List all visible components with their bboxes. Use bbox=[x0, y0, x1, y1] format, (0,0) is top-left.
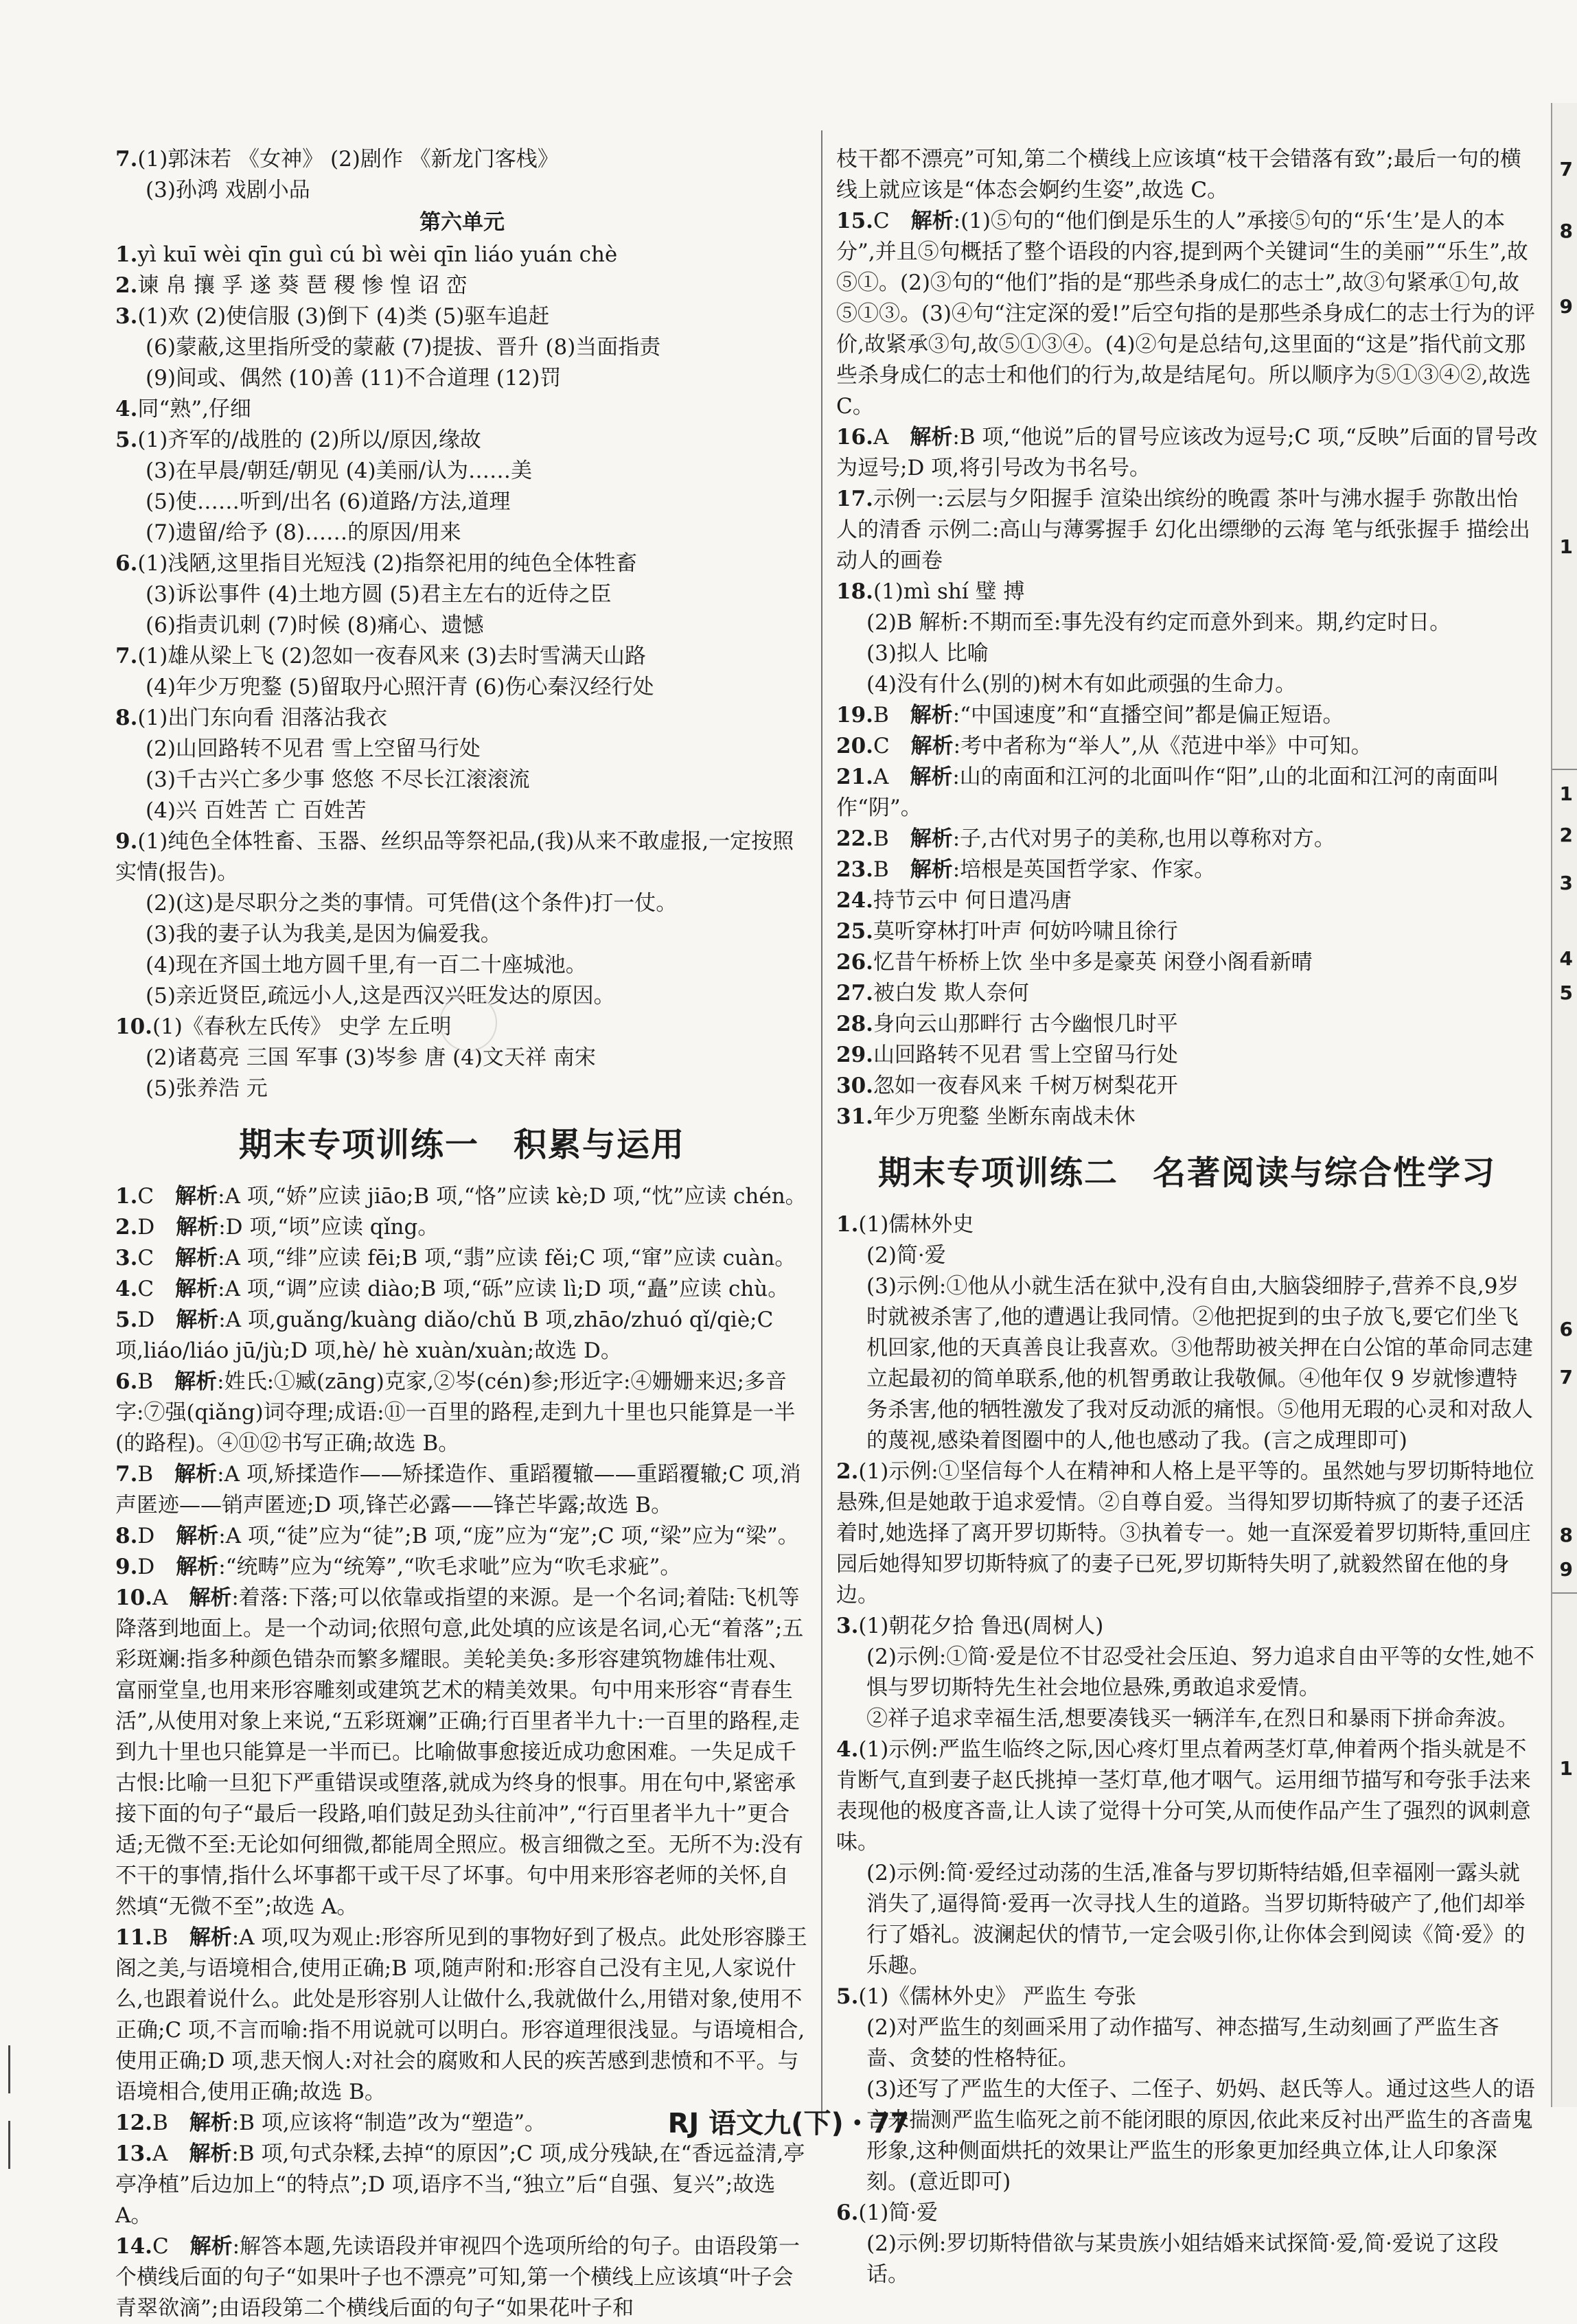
item-text: (3)孙鸿 戏剧小品 bbox=[146, 178, 310, 202]
answer-line bbox=[836, 1209, 1538, 1240]
choice-answer: A bbox=[152, 2141, 168, 2166]
answer-item bbox=[115, 1367, 809, 1459]
answer-line bbox=[115, 456, 809, 487]
choice-answer: C bbox=[137, 1277, 154, 1301]
answer-line bbox=[836, 1271, 1538, 1456]
item-text: yì kuī wèi qīn guì cú bì wèi qīn liáo yuán chè bbox=[137, 242, 618, 267]
answer-line bbox=[836, 2229, 1538, 2290]
answer-item bbox=[115, 1459, 809, 1521]
item-number: 15. bbox=[836, 209, 873, 233]
choice-answer: D bbox=[137, 1308, 155, 1332]
item-text: (1)示例:严监生临终之际,因心疼灯里点着两茎灯草,伸着两个指头就是不肯断气,直到妻子赵氏挑掉一茎灯草,他才咽气。运用细节描写和夸张手法来表现他的极度吝啬,让人读了觉得十分可笑,从而使作品产生了强烈的讽刺意味。 bbox=[836, 1737, 1531, 1855]
item-number: 13. bbox=[115, 2141, 152, 2166]
edge-rule bbox=[1552, 769, 1577, 770]
verse-answer bbox=[836, 1009, 1538, 1040]
item-number: 3. bbox=[115, 1246, 138, 1270]
item-text: ②祥子追求幸福生活,想要凑钱买一辆洋车,在烈日和暴雨下拼命奔波。 bbox=[866, 1706, 1519, 1731]
item-text: (1)雄从梁上飞 (2)忽如一夜春风来 (3)去时雪满天山路 bbox=[137, 644, 646, 669]
analysis-label: 解析 bbox=[189, 1925, 232, 1950]
item-number: 10. bbox=[115, 1585, 152, 1610]
analysis-label: 解析 bbox=[176, 1308, 219, 1332]
answer-line bbox=[115, 579, 809, 610]
answer-line bbox=[115, 425, 809, 456]
item-text: (5)张养浩 元 bbox=[146, 1076, 268, 1101]
choice-answer: C bbox=[137, 1184, 154, 1209]
answer-line bbox=[115, 888, 809, 919]
analysis-label: 解析 bbox=[175, 1277, 218, 1301]
item-number: 14. bbox=[115, 2234, 152, 2259]
edge-number: 3 bbox=[1559, 872, 1573, 894]
edge-number: 2 bbox=[1559, 824, 1573, 846]
edge-number: 4 bbox=[1559, 947, 1573, 970]
item-number: 22. bbox=[836, 826, 873, 851]
answer-line bbox=[836, 1704, 1538, 1734]
analysis-label: 解析 bbox=[174, 1369, 218, 1394]
left-column bbox=[115, 144, 809, 2324]
analysis-label: 解析 bbox=[176, 1555, 219, 1579]
verse-answer bbox=[836, 947, 1538, 978]
answer-line bbox=[115, 919, 809, 950]
item-text: (2)简·爱 bbox=[866, 1243, 946, 1268]
item-text: (1)纯色全体牲畜、玉器、丝织品等祭祀品,(我)从来不敢虚报,一定按照实情(报告)。 bbox=[115, 829, 794, 885]
analysis-text: :A 项,“徒”应为“徒”;B 项,“庞”应为“宠”;C 项,“梁”应为“梁”。 bbox=[218, 1524, 799, 1548]
item-number: 9. bbox=[115, 829, 138, 854]
binding-mark bbox=[8, 2045, 10, 2093]
answer-line bbox=[115, 144, 809, 175]
answer-line bbox=[115, 1073, 809, 1104]
item-text: (2)(这)是尽职分之类的事情。可凭借(这个条件)打一仗。 bbox=[146, 891, 678, 916]
unit6-title: 第六单元 bbox=[419, 210, 505, 235]
item-number: 3. bbox=[115, 304, 138, 329]
answer-item bbox=[836, 824, 1538, 855]
column-divider bbox=[821, 130, 822, 2121]
item-text: (1)简·爱 bbox=[858, 2200, 939, 2225]
item-number: 1. bbox=[115, 242, 138, 267]
analysis-text: :姓氏:①臧(zāng)克家,②岑(cén)参;形近字:④姗姗来迟;多音字:⑦强(qiǎng)词夺理;成语:⑪一百里的路程,走到九十里也只能算是一半(的路程)。④⑪⑫书写正确;故选 B。 bbox=[115, 1369, 796, 1456]
adjacent-page-strip bbox=[1551, 103, 1577, 2107]
item-number: 8. bbox=[115, 706, 138, 730]
item-number: 18. bbox=[836, 579, 873, 604]
answer-line bbox=[115, 950, 809, 981]
edge-number: 1 bbox=[1559, 782, 1573, 805]
item-text: 同“熟”,仔细 bbox=[137, 397, 251, 421]
item-number: 25. bbox=[836, 919, 873, 944]
item-number: 7. bbox=[115, 1462, 138, 1487]
answer-item bbox=[836, 700, 1538, 731]
item-text: (1)齐军的/战胜的 (2)所以/原因,缘故 bbox=[137, 428, 481, 452]
answer-line bbox=[115, 518, 809, 548]
analysis-label: 解析 bbox=[910, 734, 954, 758]
verse-text: 忽如一夜春风来 千树万树梨花开 bbox=[873, 1073, 1178, 1098]
analysis-text: :考中者称为“举人”,从《范进中举》中可知。 bbox=[953, 734, 1372, 758]
analysis-text: 示例一:云层与夕阳握手 渲染出缤纷的晚霞 茶叶与沸水握手 弥散出怡人的清香 示例二:高山与薄雾握手 幻化出缥缈的云海 笔与纸张握手 描绘出动人的画卷 bbox=[836, 487, 1530, 573]
choice-answer: C bbox=[137, 1246, 154, 1270]
answer-line bbox=[115, 610, 809, 641]
item-text: (1)mì shí 璧 搏 bbox=[873, 579, 1025, 604]
choice-answer: B bbox=[137, 1369, 154, 1394]
analysis-text: :A 项,“绯”应读 fēi;B 项,“翡”应读 fěi;C 项,“窜”应读 cuàn。 bbox=[218, 1246, 796, 1270]
analysis-text: :“中国速度”和“直播空间”都是偏正短语。 bbox=[952, 703, 1344, 728]
analysis-text: :A 项,矫揉造作——矫揉造作、重蹈覆辙——重蹈覆辙;C 项,消声匿迹——销声匿迹;D 项,锋芒必露——锋芒毕露;故选 B。 bbox=[115, 1462, 801, 1518]
item-text: (3)在早晨/朝廷/朝见 (4)美丽/认为……美 bbox=[146, 458, 533, 483]
item-text: (4)年少万兜鍪 (5)留取丹心照汗青 (6)伤心秦汉经行处 bbox=[146, 675, 654, 699]
analysis-text: :(1)⑤句的“他们倒是乐生的人”承接⑤句的“乐‘生’是人的本分”,并且⑤句概括了整个语段的内容,提到两个关键词“生的美丽”“乐生”,故⑤①。(2)③句的“他们”指的是“那些杀身成仁的志士”,故③句紧承①句,故⑤①③。(3)④句“注定深的爱!”后空句指的是那些杀身成仁的志士行为的评价,故紧承③句,故⑤①③④。(4)②句是总结句,这里面的“这是”指代前文那些杀身成仁的志士和他们的行为,故是结尾句。所以顺序为⑤①③④②,故选 C。 bbox=[836, 209, 1536, 419]
item-number: 6. bbox=[115, 1369, 138, 1394]
analysis-label: 解析 bbox=[189, 2234, 233, 2259]
answer-item bbox=[836, 422, 1538, 484]
analysis-text: :B 项,应该将“制造”改为“塑造”。 bbox=[231, 2111, 546, 2135]
item-text: (3)拟人 比喻 bbox=[866, 641, 989, 666]
item-number: 10. bbox=[115, 1014, 152, 1039]
item-text: (3)千古兴亡多少事 悠悠 不尽长江滚滚流 bbox=[146, 767, 530, 792]
item-number: 29. bbox=[836, 1043, 873, 1067]
analysis-text: :B 项,“他说”后的冒号应该改为逗号;C 项,“反映”后面的冒号改为逗号;D 项,将引号改为书名号。 bbox=[836, 425, 1538, 480]
item-text: (3)我的妻子认为我美,是因为偏爱我。 bbox=[146, 922, 502, 946]
answer-item bbox=[115, 1305, 809, 1367]
item-text: (1)出门东向看 泪落沾我衣 bbox=[137, 706, 388, 730]
choice-answer: A bbox=[152, 1585, 168, 1610]
verse-text: 持节云中 何日遣冯唐 bbox=[873, 888, 1072, 913]
answer-line bbox=[836, 1240, 1538, 1271]
item-number: 27. bbox=[836, 981, 873, 1006]
item-text: (2)诸葛亮 三国 军事 (3)岑参 唐 (4)文天祥 南宋 bbox=[146, 1045, 596, 1070]
item-number: 7. bbox=[115, 644, 138, 669]
analysis-label: 解析 bbox=[910, 826, 953, 851]
answer-line bbox=[836, 1982, 1538, 2012]
analysis-text: :A 项,叹为观止:形容所见到的事物好到了极点。此处形容滕王阁之美,与语境相合,使用正确;B 项,随声附和:形容自己没有主见,人家说什么,也跟着说什么。此处是形容别人让做什么,我就做什么,用错对象,使用不正确;C 项,不言而喻:指不用说就可以明白。形容道理很浅显。与语境相合,使用正确;D 项,悲天悯人:对社会的腐败和人民的疾苦感到悲愤和不平。与语境相合,使用正确;故选 B。 bbox=[115, 1925, 807, 2104]
choice-answer: A bbox=[873, 765, 889, 789]
item-number: 31. bbox=[836, 1104, 873, 1129]
item-number: 26. bbox=[836, 950, 873, 975]
item-number: 4. bbox=[115, 1277, 138, 1301]
item-text: (1)《儒林外史》 严监生 夸张 bbox=[858, 1984, 1136, 2009]
item-number: 30. bbox=[836, 1073, 873, 1098]
item-number: 4. bbox=[115, 397, 138, 421]
choice-answer: B bbox=[873, 703, 889, 728]
analysis-text: :山的南面和江河的北面叫作“阳”,山的北面和江河的南面叫作“阴”。 bbox=[836, 765, 1499, 820]
answer-line bbox=[836, 1456, 1538, 1611]
answer-item bbox=[836, 206, 1538, 422]
page-footer: RJ 语文九(下)・77 bbox=[667, 2108, 910, 2139]
verse-text: 莫听穿林打叶声 何妨吟啸且徐行 bbox=[873, 919, 1178, 944]
verse-text: 山回路转不见君 雪上空留马行处 bbox=[873, 1043, 1178, 1067]
section1-title: 期末专项训练一 积累与运用 bbox=[238, 1126, 685, 1164]
item-number: 5. bbox=[115, 1308, 138, 1332]
item-text: (3)示例:①他从小就生活在狱中,没有自由,大脑袋细脖子,营养不良,9岁时就被杀害了,他的遭遇让我同情。②他把捉到的虫子放飞,要它们坐飞机回家,他的天真善良让我喜欢。③他帮助被关押在白公馆的革命同志建立起最初的简单联系,他的机智勇敢让我敬佩。④他年仅 9 岁就惨遭特务杀害,他的牺牲激发了我对反动派的痛恨。⑤他用无瑕的心灵和对敌人的蔑视,感染着图圈中的人,他也感动了我。(言之成理即可) bbox=[866, 1274, 1533, 1453]
verse-answer bbox=[836, 1040, 1538, 1071]
item-text: (2)示例:罗切斯特借欲与某贵族小姐结婚来试探简·爱,简·爱说了这段话。 bbox=[866, 2231, 1499, 2287]
analysis-text: :“统畴”应为“统筹”,“吹毛求呲”应为“吹毛求疵”。 bbox=[218, 1555, 682, 1579]
analysis-text: :B 项,句式杂糅,去掉“的原因”;C 项,成分残缺,在“香远益清,亭亭净植”后边加上“的特点”;D 项,语序不当,“独立”后“自强、复兴”;故选 A。 bbox=[115, 2141, 805, 2228]
answer-item bbox=[115, 1243, 809, 1274]
answer-item bbox=[115, 1274, 809, 1305]
watermark-stamp bbox=[439, 994, 497, 1051]
item-number: 19. bbox=[836, 703, 873, 728]
verse-answer bbox=[836, 1071, 1538, 1102]
item-number: 28. bbox=[836, 1012, 873, 1036]
answer-item bbox=[115, 2139, 809, 2231]
item-text: (4)现在齐国土地方圆千里,有一百二十座城池。 bbox=[146, 953, 587, 977]
answer-line bbox=[836, 2012, 1538, 2074]
item-text: (2)示例:①简·爱是位不甘忍受社会压迫、努力追求自由平等的女性,她不惧与罗切斯特先生社会地位悬殊,勇敢追求爱情。 bbox=[866, 1645, 1535, 1700]
answer-line bbox=[115, 363, 809, 394]
choice-answer: C bbox=[873, 734, 890, 758]
analysis-text: :子,古代对男子的美称,也用以尊称对方。 bbox=[952, 826, 1335, 851]
edge-number: 9 bbox=[1559, 295, 1573, 318]
answer-item bbox=[115, 1922, 809, 2108]
analysis-label: 解析 bbox=[176, 1215, 219, 1240]
analysis-label: 解析 bbox=[910, 209, 954, 233]
analysis-text: :D 项,“顷”应读 qǐng。 bbox=[218, 1215, 439, 1240]
item-number: 2. bbox=[115, 1215, 138, 1240]
edge-number: 8 bbox=[1559, 1524, 1573, 1546]
answer-line bbox=[115, 734, 809, 765]
answer-line bbox=[836, 1734, 1538, 1858]
edge-number: 8 bbox=[1559, 220, 1573, 242]
item-number: 9. bbox=[115, 1555, 138, 1579]
answer-line bbox=[115, 703, 809, 734]
answer-line bbox=[836, 669, 1538, 700]
verse-text: 被白发 欺人奈何 bbox=[873, 981, 1029, 1006]
analysis-label: 解析 bbox=[910, 703, 953, 728]
item-number: 4. bbox=[836, 1737, 859, 1762]
item-text: (6)蒙蔽,这里指所受的蒙蔽 (7)提拔、晋升 (8)当面指责 bbox=[146, 335, 661, 360]
item-text: (1)朝花夕拾 鲁迅(周树人) bbox=[858, 1614, 1104, 1638]
item-number: 7. bbox=[115, 147, 138, 172]
analysis-text: :解答本题,先读语段并审视四个选项所给的句子。由语段第一个横线后面的句子“如果叶子也不漂亮”可知,第一个横线上应该填“叶子会青翠欲滴”;由语段第二个横线后面的句子“如果花叶子和 bbox=[115, 2234, 800, 2321]
item-number: 21. bbox=[836, 765, 873, 789]
answer-line bbox=[115, 175, 809, 206]
item-number: 2. bbox=[115, 273, 138, 298]
item-number: 5. bbox=[115, 428, 138, 452]
analysis-label: 解析 bbox=[910, 765, 953, 789]
verse-text: 忆昔午桥桥上饮 坐中多是豪英 闲登小阁看新晴 bbox=[873, 950, 1313, 975]
answer-line bbox=[836, 1642, 1538, 1704]
choice-answer: C bbox=[152, 2234, 169, 2259]
item-number: 23. bbox=[836, 857, 873, 882]
item-number: 12. bbox=[115, 2111, 152, 2135]
answer-line bbox=[836, 638, 1538, 669]
analysis-label: 解析 bbox=[189, 1585, 232, 1610]
answer-line bbox=[836, 577, 1538, 607]
choice-answer: A bbox=[873, 425, 889, 450]
choice-answer: B bbox=[152, 2111, 168, 2135]
section2-title: 期末专项训练二 名著阅读与综合性学习 bbox=[877, 1154, 1496, 1192]
choice-answer: B bbox=[873, 826, 889, 851]
item-text: (2)B 解析:不期而至:事先没有约定而意外到来。期,约定时日。 bbox=[866, 610, 1451, 635]
item-text: (2)示例:简·爱经过动荡的生活,准备与罗切斯特结婚,但幸福刚一露头就消失了,逼得简·爱再一次寻找人生的道路。当罗切斯特破产了,他们却举行了婚礼。波澜起伏的情节,一定会吸引你,让你体会到阅读《简·爱》的乐趣。 bbox=[866, 1861, 1526, 1978]
item-text: (7)遗留/给予 (8)……的原因/用来 bbox=[146, 520, 461, 545]
item-text: (4)没有什么(别的)树木有如此顽强的生命力。 bbox=[866, 672, 1297, 697]
item-number: 17. bbox=[836, 487, 873, 511]
item-number: 6. bbox=[115, 551, 138, 576]
answer-line bbox=[115, 795, 809, 826]
answer-item bbox=[836, 855, 1538, 885]
answer-item bbox=[115, 1212, 809, 1243]
item-text: (4)兴 百姓苦 亡 百姓苦 bbox=[146, 798, 367, 823]
choice-answer: C bbox=[873, 209, 890, 233]
analysis-label: 解析 bbox=[174, 1462, 218, 1487]
edge-number: 9 bbox=[1559, 1558, 1573, 1581]
item-text: (1)《春秋左氏传》 史学 左丘明 bbox=[152, 1014, 452, 1039]
item-text: (1)郭沫若 《女神》 (2)剧作 《新龙门客栈》 bbox=[137, 147, 559, 172]
item-text: (3)诉讼事件 (4)土地方圆 (5)君主左右的近侍之臣 bbox=[146, 582, 612, 607]
answer-line bbox=[115, 641, 809, 672]
item-text: (5)使……听到/出名 (6)道路/方法,道理 bbox=[146, 489, 511, 514]
continuation-text: 枝干都不漂亮”可知,第二个横线上应该填“枝干会错落有致”;最后一句的横线上就应该是“体态会婀约生姿”,故选 C。 bbox=[836, 147, 1521, 202]
item-text: (5)亲近贤臣,疏远小人,这是西汉兴旺发达的原因。 bbox=[146, 984, 615, 1008]
analysis-text: :A 项,guǎng/kuàng diǎo/chǔ B 项,zhāo/zhuó qǐ/qiè;C 项,liáo/liáo jū/jù;D 项,hè/ hè xuàn/xuàn;故选 D。 bbox=[115, 1308, 774, 1363]
item-text: (1)示例:①坚信每个人在精神和人格上是平等的。虽然她与罗切斯特地位悬殊,但是她敢于追求爱情。②自尊自爱。当得知罗切斯特疯了的妻子还活着时,她选择了离开罗切斯特。③执着专一。她一直深爱着罗切斯特,重回庄园后她得知罗切斯特疯了的妻子已死,罗切斯特失明了,就毅然留在他的身边。 bbox=[836, 1459, 1534, 1607]
answer-line bbox=[836, 2198, 1538, 2229]
item-number: 20. bbox=[836, 734, 873, 758]
item-text: (3)还写了严监生的大侄子、二侄子、奶妈、赵氏等人。通过这些人的语言来揣测严监生临死之前不能闭眼的原因,依此来反衬出严监生的吝啬鬼形象,这种侧面烘托的效果让严监生的形象更加经典立体,让人印象深刻。(意近即可) bbox=[866, 2077, 1535, 2194]
item-number: 1. bbox=[115, 1184, 138, 1209]
answer-item bbox=[115, 1181, 809, 1212]
edge-number: 7 bbox=[1559, 158, 1573, 181]
edge-number: 5 bbox=[1559, 981, 1573, 1004]
item-number: 5. bbox=[836, 1984, 859, 2009]
edge-number: 1 bbox=[1559, 1757, 1573, 1780]
answer-item bbox=[836, 762, 1538, 824]
verse-answer bbox=[836, 885, 1538, 916]
item-text: (2)对严监生的刻画采用了动作描写、神态描写,生动刻画了严监生吝啬、贪婪的性格特征。 bbox=[866, 2015, 1499, 2071]
item-text: 谏 帛 攘 孚 遂 葵 琶 稷 惨 惶 诏 峦 bbox=[137, 273, 468, 298]
edge-number: 1 bbox=[1559, 535, 1573, 558]
choice-answer: D bbox=[137, 1555, 155, 1579]
answer-item bbox=[836, 484, 1538, 577]
choice-answer: B bbox=[137, 1462, 154, 1487]
answer-line bbox=[115, 765, 809, 795]
verse-answer bbox=[836, 916, 1538, 947]
verse-answer bbox=[836, 1102, 1538, 1132]
item-number: 2. bbox=[836, 1459, 859, 1484]
edge-number: 6 bbox=[1559, 1318, 1573, 1340]
answer-line bbox=[115, 301, 809, 332]
answer-item bbox=[115, 2231, 809, 2324]
analysis-text: :着落:下落;可以依靠或指望的来源。是一个名词;着陆:飞机等降落到地面上。是一个动词;依照句意,此处填的应该是名词,心无“着落”;五彩斑斓:指多种颜色错杂而繁多耀眼。美轮美奂:多形容建筑物雄伟壮观、富丽堂皇,也用来形容雕刻或建筑艺术的精美效果。句中用来形容“青春生活”,从使用对象上来说,“五彩斑斓”正确;行百里者半九十:一百里的路程,走到九十里也只能算是一半而已。比喻做事愈接近成功愈困难。一失足成千古恨:比喻一旦犯下严重错误或堕落,就成为终身的恨事。用在句中,紧密承接下面的句子“最后一段路,咱们鼓足劲头往前冲”,“行百里者半九十”更合适;无微不至:无论如何细微,都能周全照应。极言细微之至。无所不为:没有不干的事情,指什么坏事都干或干尽了坏事。句中用来形容老师的关怀,自然填“无微不至”;故选 A。 bbox=[115, 1585, 804, 1919]
analysis-label: 解析 bbox=[189, 2141, 232, 2166]
analysis-label: 解析 bbox=[910, 425, 953, 450]
item-text: (1)欢 (2)使信服 (3)倒下 (4)类 (5)驱车追赶 bbox=[137, 304, 550, 329]
answer-item bbox=[115, 1583, 809, 1922]
item-number: 24. bbox=[836, 888, 873, 913]
answer-line bbox=[836, 1611, 1538, 1642]
analysis-label: 解析 bbox=[175, 1184, 218, 1209]
item-number: 6. bbox=[836, 2200, 859, 2225]
analysis-label: 解析 bbox=[189, 2111, 232, 2135]
item-number: 1. bbox=[836, 1212, 859, 1237]
item-text: (9)间或、偶然 (10)善 (11)不合道理 (12)罚 bbox=[146, 366, 562, 391]
item-number: 16. bbox=[836, 425, 873, 450]
item-text: (6)指责讥刺 (7)时候 (8)痛心、遗憾 bbox=[146, 613, 484, 638]
answer-line bbox=[836, 1858, 1538, 1982]
answer-item bbox=[115, 1552, 809, 1583]
verse-text: 年少万兜鍪 坐断东南战未休 bbox=[873, 1104, 1136, 1129]
item-number: 8. bbox=[115, 1524, 138, 1548]
answer-line bbox=[115, 826, 809, 888]
item-text: (2)山回路转不见君 雪上空留马行处 bbox=[146, 736, 481, 761]
edge-number: 7 bbox=[1559, 1366, 1573, 1388]
item-number: 11. bbox=[115, 1925, 152, 1950]
analysis-label: 解析 bbox=[910, 857, 953, 882]
choice-answer: B bbox=[873, 857, 889, 882]
choice-answer: D bbox=[137, 1524, 155, 1548]
answer-line bbox=[115, 270, 809, 301]
answer-line bbox=[115, 394, 809, 425]
right-column bbox=[836, 144, 1538, 2290]
answer-item bbox=[836, 731, 1538, 762]
answer-line bbox=[115, 240, 809, 270]
verse-answer bbox=[836, 978, 1538, 1009]
answer-line bbox=[836, 607, 1538, 638]
analysis-label: 解析 bbox=[175, 1246, 218, 1270]
item-number: 3. bbox=[836, 1614, 859, 1638]
item-text: (1)儒林外史 bbox=[858, 1212, 974, 1237]
analysis-text: :A 项,“调”应读 diào;B 项,“砾”应读 lì;D 项,“矗”应读 chù。 bbox=[218, 1277, 790, 1301]
analysis-label: 解析 bbox=[176, 1524, 219, 1548]
answer-line bbox=[115, 332, 809, 363]
item-text: (1)浅陋,这里指目光短浅 (2)指祭祀用的纯色全体牲畜 bbox=[137, 551, 637, 576]
choice-answer: D bbox=[137, 1215, 155, 1240]
answer-line bbox=[115, 672, 809, 703]
choice-answer: B bbox=[152, 1925, 168, 1950]
analysis-text: :培根是英国哲学家、作家。 bbox=[952, 857, 1216, 882]
edge-rule bbox=[1552, 1592, 1577, 1594]
verse-text: 身向云山那畔行 古今幽恨几时平 bbox=[873, 1012, 1178, 1036]
answer-line bbox=[115, 487, 809, 518]
answer-item bbox=[115, 1521, 809, 1552]
analysis-text: :A 项,“娇”应读 jiāo;B 项,“恪”应读 kè;D 项,“忱”应读 chén。 bbox=[218, 1184, 807, 1209]
answer-line bbox=[115, 548, 809, 579]
